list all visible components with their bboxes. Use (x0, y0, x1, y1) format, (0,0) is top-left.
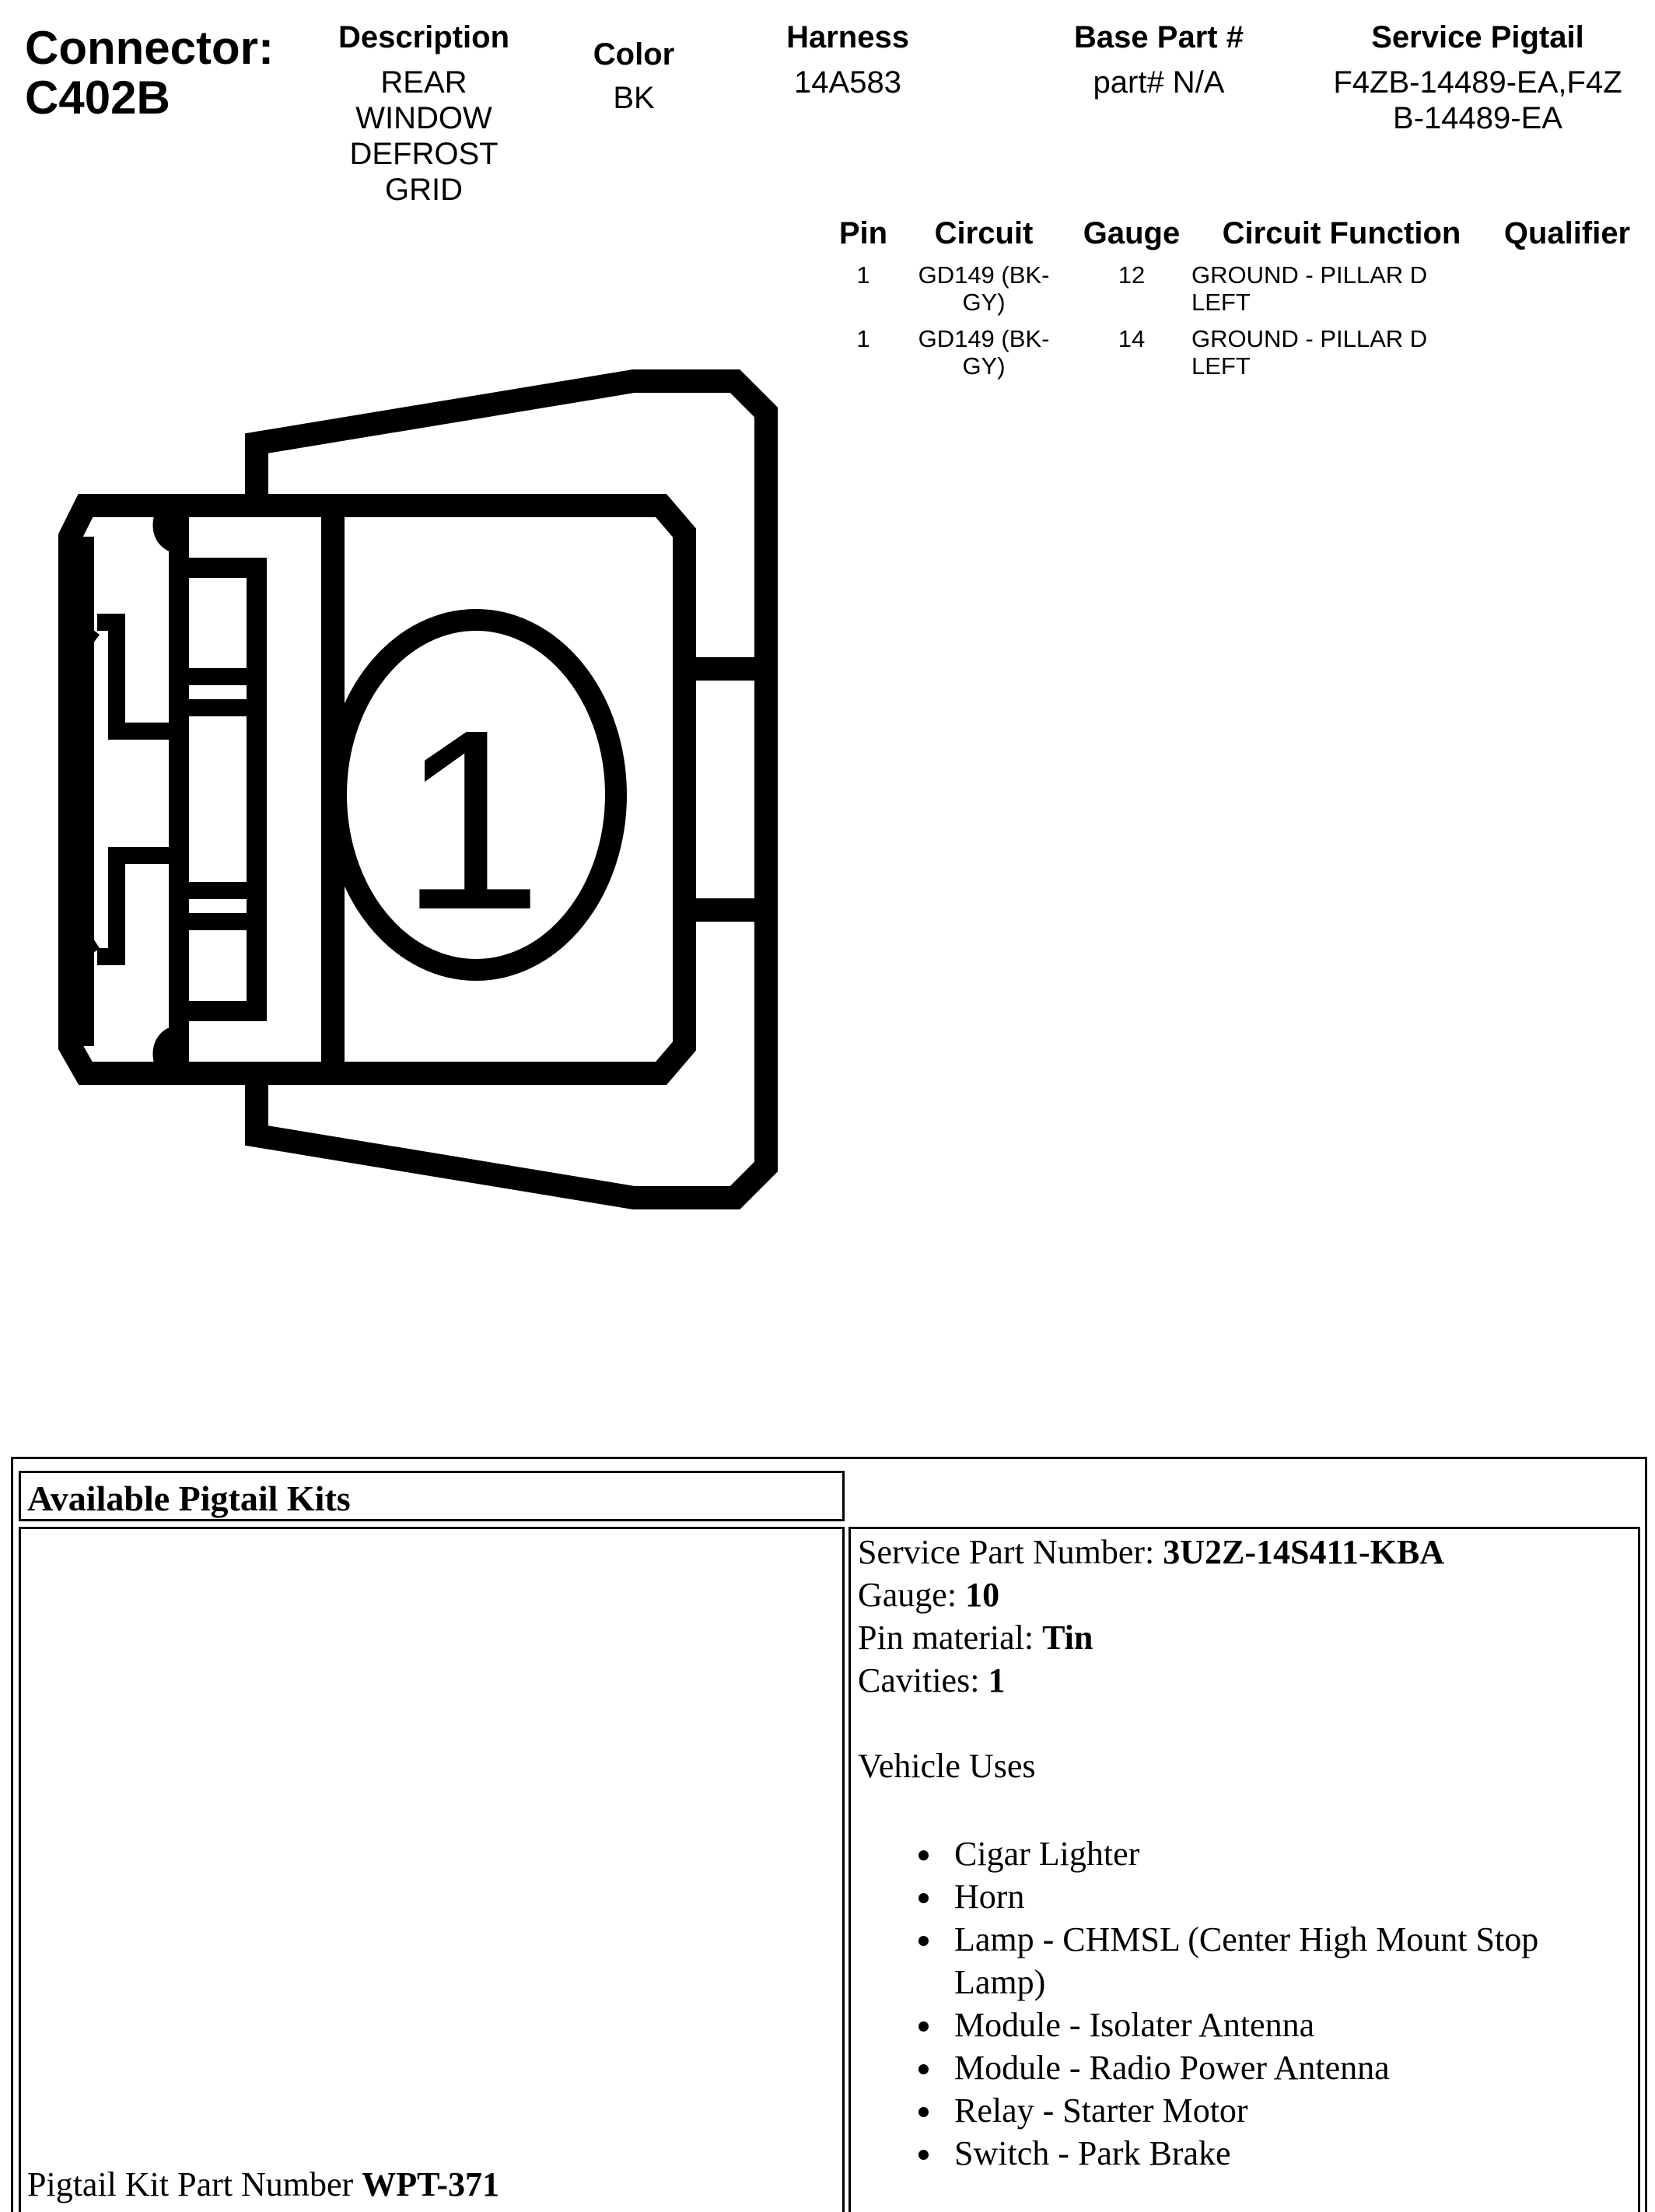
connector-left-latch (179, 517, 257, 1062)
connector-face-diagram (0, 0, 824, 1276)
table-cell-gauge: 14 (1118, 325, 1146, 352)
list-item: Lamp - CHMSL (Center High Mount Stop Lamp) (858, 1918, 1615, 2004)
service-part-number-value: 3U2Z-14S411-KBA (1163, 1533, 1445, 1571)
table-cell-pin: 1 (856, 325, 870, 352)
col-header-gauge: Gauge (1083, 216, 1181, 250)
harness-value: 14A583 (794, 65, 901, 100)
pigtail-kit-part-number: WPT-371 (362, 2165, 500, 2203)
table-cell-circuit: GD149 (BK-GY) (918, 261, 1050, 316)
vehicle-uses-label: Vehicle Uses (858, 1747, 1036, 1785)
base-part-label: Base Part # (1074, 20, 1244, 54)
pigtail-kits-header-cell (19, 1471, 845, 1521)
service-pigtail-label: Service Pigtail (1371, 20, 1584, 54)
col-header-circuit-function: Circuit Function (1222, 216, 1461, 250)
pigtail-kit-part-label: Pigtail Kit Part Number (27, 2165, 354, 2203)
description-value: REAR WINDOW DEFROST GRID (349, 65, 499, 207)
list-item: Module - Isolater Antenna (858, 2004, 1615, 2046)
service-part-number-label: Service Part Number: (858, 1533, 1155, 1571)
service-part-number-line (858, 1531, 1638, 1573)
gauge-label: Gauge: (858, 1576, 957, 1614)
col-header-circuit: Circuit (934, 216, 1034, 250)
table-cell-gauge: 12 (1118, 261, 1146, 289)
pigtail-kit-details-cell (848, 1527, 1640, 2212)
list-item: Cigar Lighter (858, 1832, 1615, 1875)
color-value: BK (613, 81, 655, 115)
cavities-line (858, 1659, 1638, 1702)
color-label: Color (593, 37, 675, 72)
pin-material-line (858, 1616, 1638, 1659)
pigtail-kit-left-cell (19, 1527, 845, 2212)
service-pigtail-column (1322, 20, 1633, 136)
pin-material-value: Tin (1042, 1619, 1093, 1657)
connector-id: C402B (25, 72, 170, 124)
cavities-label: Cavities: (858, 1661, 980, 1699)
pigtail-kit-part (27, 2163, 499, 2206)
gauge-line (858, 1573, 1638, 1616)
cavity-1-label: 1 (400, 676, 543, 963)
base-part-column (1042, 20, 1275, 100)
gauge-value: 10 (965, 1576, 1000, 1614)
pigtail-kits-title: Available Pigtail Kits (27, 1479, 351, 1518)
vehicle-uses-list (858, 1832, 1638, 2175)
table-cell-circuit: GD149 (BK-GY) (918, 325, 1050, 380)
list-item: Module - Radio Power Antenna (858, 2046, 1615, 2089)
base-part-value: part# N/A (1093, 65, 1225, 100)
service-pigtail-value: F4ZB-14489-EA,F4ZB-14489-EA (1333, 65, 1622, 135)
col-header-pin: Pin (838, 216, 888, 250)
list-item: Horn (858, 1875, 1615, 1918)
cavities-value: 1 (988, 1661, 1006, 1699)
connector-label: Connector: (25, 22, 274, 74)
table-cell-function: GROUND - PILLAR D LEFT (1191, 261, 1428, 316)
connector-left-tab (86, 537, 179, 1046)
list-item: Relay - Starter Motor (858, 2089, 1615, 2132)
table-cell-function: GROUND - PILLAR D LEFT (1191, 325, 1428, 380)
connector-body (70, 506, 684, 1073)
list-item: Switch - Park Brake (858, 2132, 1615, 2175)
harness-label: Harness (786, 20, 909, 54)
pin-material-label: Pin material: (858, 1619, 1034, 1657)
description-label: Description (338, 20, 510, 54)
col-header-qualifier: Qualifier (1503, 216, 1631, 250)
table-cell-pin: 1 (856, 261, 870, 289)
